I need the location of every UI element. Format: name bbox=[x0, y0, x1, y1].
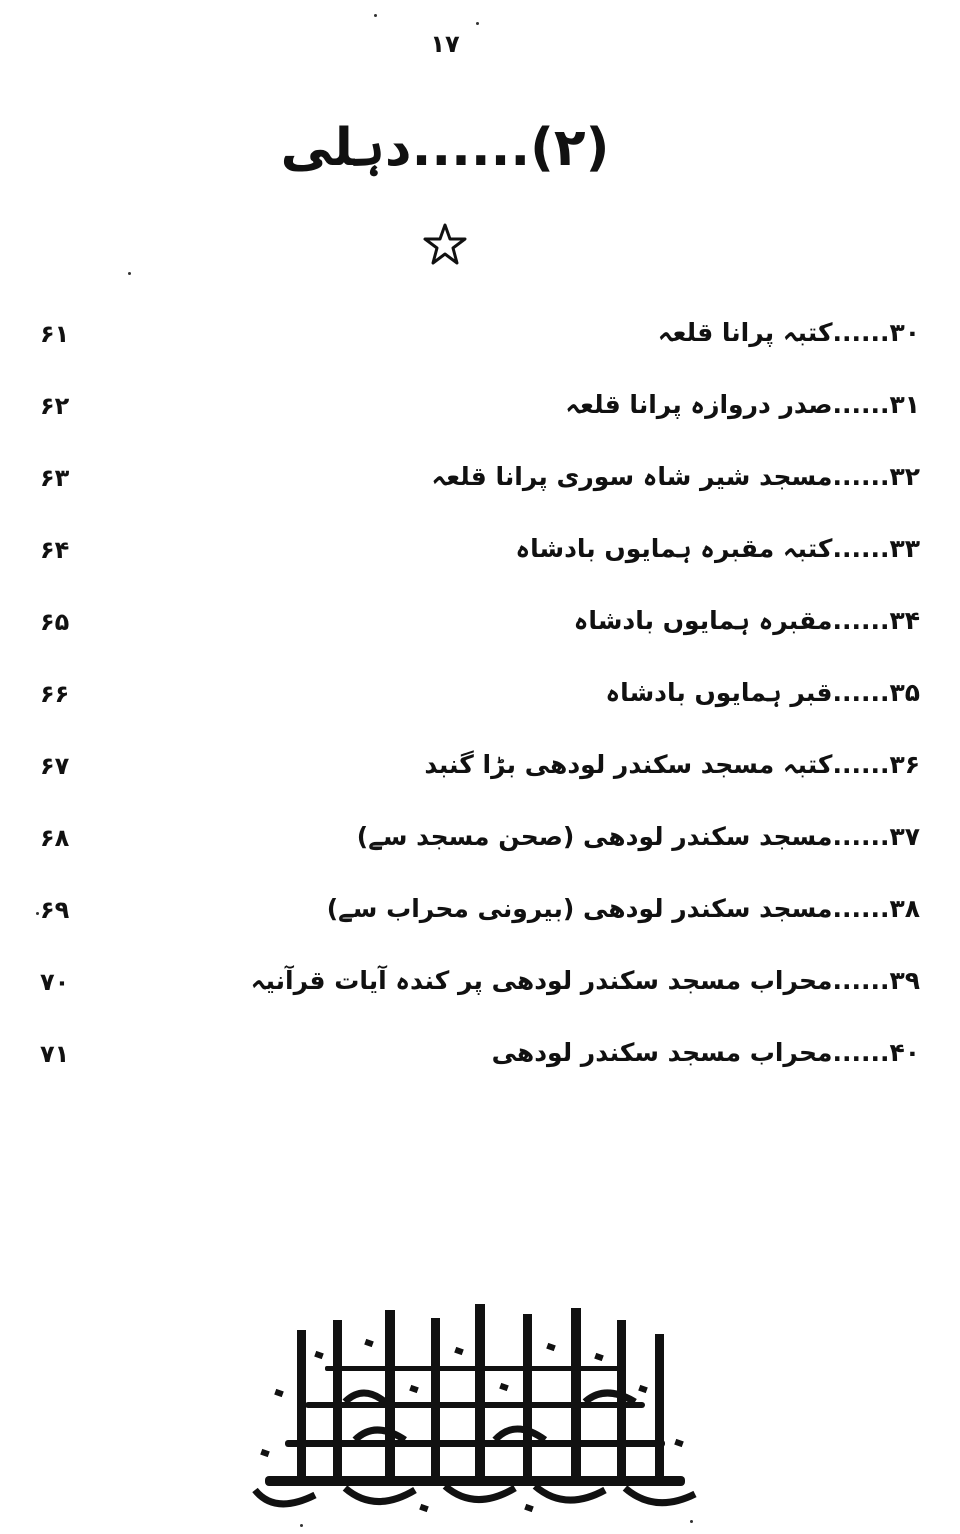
toc-row bbox=[0, 312, 960, 384]
toc-entry-title: ۳۷......مسجد سکندر لودھی (صحن مسجد سے) bbox=[356, 822, 920, 851]
toc-page-number: ۶۳ bbox=[40, 464, 70, 492]
scan-speck bbox=[374, 14, 377, 17]
toc-row bbox=[0, 1032, 960, 1104]
toc-entry-title: ۳۶......کتبہ مسجد سکندر لودھی بڑا گنبد bbox=[424, 750, 920, 779]
toc-entry-title: ۳۱......صدر دروازہ پرانا قلعہ bbox=[565, 390, 920, 419]
toc-page-number: ۶۲ bbox=[40, 392, 70, 420]
toc-row bbox=[0, 528, 960, 600]
toc-page-number: ۶۸ bbox=[40, 824, 70, 852]
toc-page-number: ۷۰ bbox=[40, 968, 70, 996]
toc-entry-title: ۳۰......کتبہ پرانا قلعہ bbox=[657, 318, 920, 347]
toc-row bbox=[0, 744, 960, 816]
toc-row bbox=[0, 600, 960, 672]
section-heading: (۲)......دہلی bbox=[280, 118, 610, 178]
toc-entry-title: ۳۸......مسجد سکندر لودھی (بیرونی محراب سے) bbox=[326, 894, 920, 923]
toc-entry-title: ۳۲......مسجد شیر شاہ سوری پرانا قلعہ bbox=[431, 462, 920, 491]
toc-page-number: ۶۱ bbox=[40, 320, 70, 348]
toc-entry-title: ۳۹......محراب مسجد سکندر لودھی پر کندہ آیات قرآنیہ bbox=[250, 966, 920, 995]
scan-speck bbox=[36, 912, 39, 915]
scan-speck bbox=[690, 1520, 693, 1523]
page-number: ۱۷ bbox=[430, 30, 460, 58]
toc-row bbox=[0, 456, 960, 528]
toc-page-number: ۷۱ bbox=[40, 1040, 70, 1068]
toc-entry-title: ۳۳......کتبہ مقبرہ ہمایوں بادشاہ bbox=[515, 534, 920, 563]
scan-speck bbox=[128, 272, 131, 275]
toc-page-number: ۶۹ bbox=[40, 896, 70, 924]
scan-speck bbox=[476, 22, 479, 25]
scan-speck bbox=[300, 1524, 303, 1527]
toc-row bbox=[0, 672, 960, 744]
toc-entry-title: ۳۵......قبر ہمایوں بادشاہ bbox=[605, 678, 920, 707]
toc-row bbox=[0, 888, 960, 960]
toc-row bbox=[0, 960, 960, 1032]
calligraphy-seal bbox=[235, 1290, 715, 1520]
toc-page-number: ۶۵ bbox=[40, 608, 70, 636]
table-of-contents bbox=[0, 312, 960, 1104]
toc-page-number: ۶۴ bbox=[40, 536, 70, 564]
toc-entry-title: ۳۴......مقبرہ ہمایوں بادشاہ bbox=[573, 606, 920, 635]
toc-entry-title: ۴۰......محراب مسجد سکندر لودھی bbox=[491, 1038, 920, 1067]
toc-row bbox=[0, 816, 960, 888]
toc-page-number: ۶۶ bbox=[40, 680, 70, 708]
toc-page-number: ۶۷ bbox=[40, 752, 70, 780]
toc-row bbox=[0, 384, 960, 456]
star-icon bbox=[423, 222, 467, 266]
